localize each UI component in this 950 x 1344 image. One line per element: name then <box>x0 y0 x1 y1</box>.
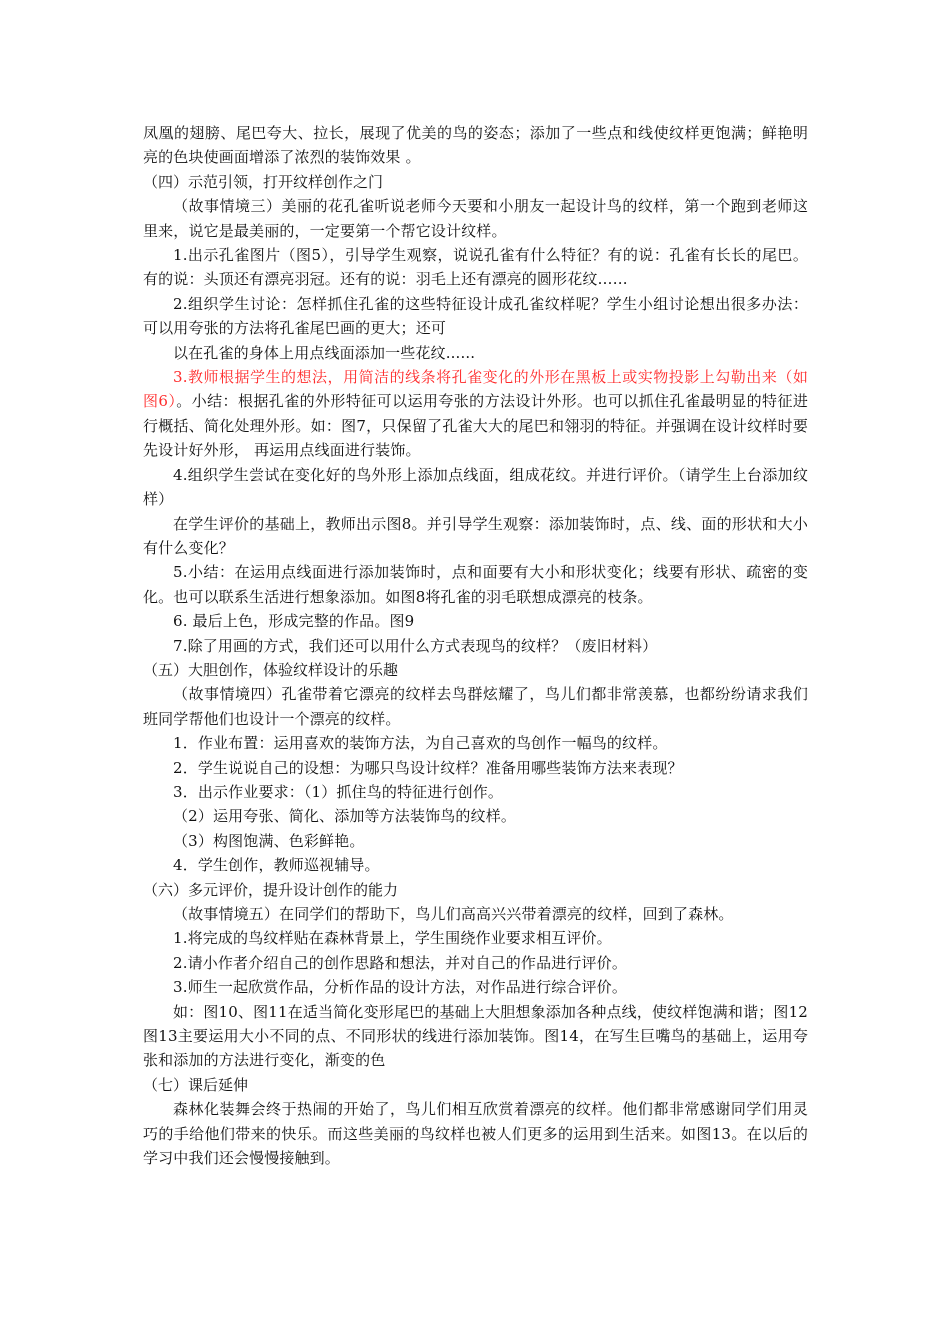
paragraph: 2.组织学生讨论：怎样抓住孔雀的这些特征设计成孔雀纹样呢？学生小组讨论想出很多办法：可以用夸张的方法将孔雀尾巴画的更大；还可 <box>143 294 808 338</box>
paragraph-highlighted <box>143 365 808 463</box>
section-heading: （六）多元评价，提升设计创作的能力 <box>143 880 399 899</box>
highlighted-text: 3.教师根据学生的想法，用简洁的线条将孔雀变化的外形在黑板上或实物投影上勾勒出来（如图6） <box>143 368 808 411</box>
paragraph: 7.除了用画的方式，我们还可以用什么方式表现鸟的纹样？（废旧材料） <box>173 636 658 655</box>
paragraph: 1.出示孔雀图片（图5），引导学生观察，说说孔雀有什么特征？有的说：孔雀有长长的尾巴。有的说：头顶还有漂亮羽冠。还有的说：羽毛上还有漂亮的圆形花纹…… <box>143 246 808 289</box>
section-heading: （四）示范引领，打开纹样创作之门 <box>143 172 384 191</box>
paragraph: 如：图10、图11在适当简化变形尾巴的基础上大胆想象添加各种点线，使纹样饱满和谐；图12图13主要运用大小不同的点、不同形状的线进行添加装饰。图14，在写生巨嘴鸟的基础上，运用夸张和添加的方法进行变化，渐变的色 <box>143 1002 808 1070</box>
document-body <box>143 121 808 1170</box>
paragraph: 以在孔雀的身体上用点线面添加一些花纹...... <box>173 343 476 362</box>
paragraph: 2．学生说说自己的设想：为哪只鸟设计纹样？准备用哪些装饰方法来表现？ <box>173 758 683 777</box>
paragraph: （故事情境五）在同学们的帮助下，鸟儿们高高兴兴带着漂亮的纹样，回到了森林。 <box>173 905 734 923</box>
paragraph: 森林化装舞会终于热闹的开始了，鸟儿们相互欣赏着漂亮的纹样。他们都非常感谢同学们用灵巧的手给他们带来的快乐。而这些美丽的鸟纹样也被人们更多的运用到生活来。如图13。在以后的学习中我们还会慢慢接触到。 <box>143 1100 808 1168</box>
paragraph: （故事情境四）孔雀带着它漂亮的纹样去鸟群炫耀了，鸟儿们都非常羡慕，也都纷纷请求我们班同学帮他们也设计一个漂亮的纹样。 <box>143 685 808 728</box>
paragraph: 凤凰的翅膀、尾巴夸大、拉长，展现了优美的鸟的姿态；添加了一些点和线使纹样更饱满；鲜艳明亮的色块使画面增添了浓烈的装饰效果 。 <box>143 124 808 167</box>
paragraph: 2.请小作者介绍自己的创作思路和想法，并对自己的作品进行评价。 <box>173 953 627 972</box>
paragraph: 6. 最后上色，形成完整的作品。图9 <box>173 612 415 631</box>
paragraph: 1.将完成的鸟纹样贴在森林背景上，学生围绕作业要求相互评价。 <box>173 929 612 948</box>
paragraph: 5.小结：在运用点线面进行添加装饰时，点和面要有大小和形状变化；线要有形状、疏密的变化。也可以联系生活进行想象添加。如图8将孔雀的羽毛联想成漂亮的枝条。 <box>143 563 808 606</box>
paragraph: （3）构图饱满、色彩鲜艳。 <box>173 831 365 850</box>
paragraph: 在学生评价的基础上，教师出示图8。并引导学生观察：添加装饰时，点、线、面的形状和大小有什么变化？ <box>143 514 808 557</box>
paragraph: 4．学生创作，教师巡视辅导。 <box>173 856 380 875</box>
paragraph: 3．出示作业要求：（1）抓住鸟的特征进行创作。 <box>173 782 504 801</box>
section-heading: （七）课后延伸 <box>143 1075 249 1094</box>
paragraph-rest: 。小结：根据孔雀的外形特征可以运用夸张的方法设计外形。也可以抓住孔雀最明显的特征进行概括、简化处理外形。如：图7，只保留了孔雀大大的尾巴和翎羽的特征。并强调在设计纹样时要先设计好外形， 再运用点线面进行装饰。 <box>143 392 809 460</box>
paragraph: 1．作业布置：运用喜欢的装饰方法，为自己喜欢的鸟创作一幅鸟的纹样。 <box>173 734 668 753</box>
paragraph: 4.组织学生尝试在变化好的鸟外形上添加点线面，组成花纹。并进行评价。（请学生上台添加纹样） <box>143 465 808 509</box>
paragraph: （故事情境三）美丽的花孔雀听说老师今天要和小朋友一起设计鸟的纹样，第一个跑到老师这里来，说它是最美丽的，一定要第一个帮它设计纹样。 <box>143 197 808 240</box>
paragraph: （2）运用夸张、简化、添加等方法装饰鸟的纹样。 <box>173 807 516 826</box>
paragraph: 3.师生一起欣赏作品，分析作品的设计方法，对作品进行综合评价。 <box>173 978 627 997</box>
section-heading: （五）大胆创作，体验纹样设计的乐趣 <box>143 660 399 679</box>
